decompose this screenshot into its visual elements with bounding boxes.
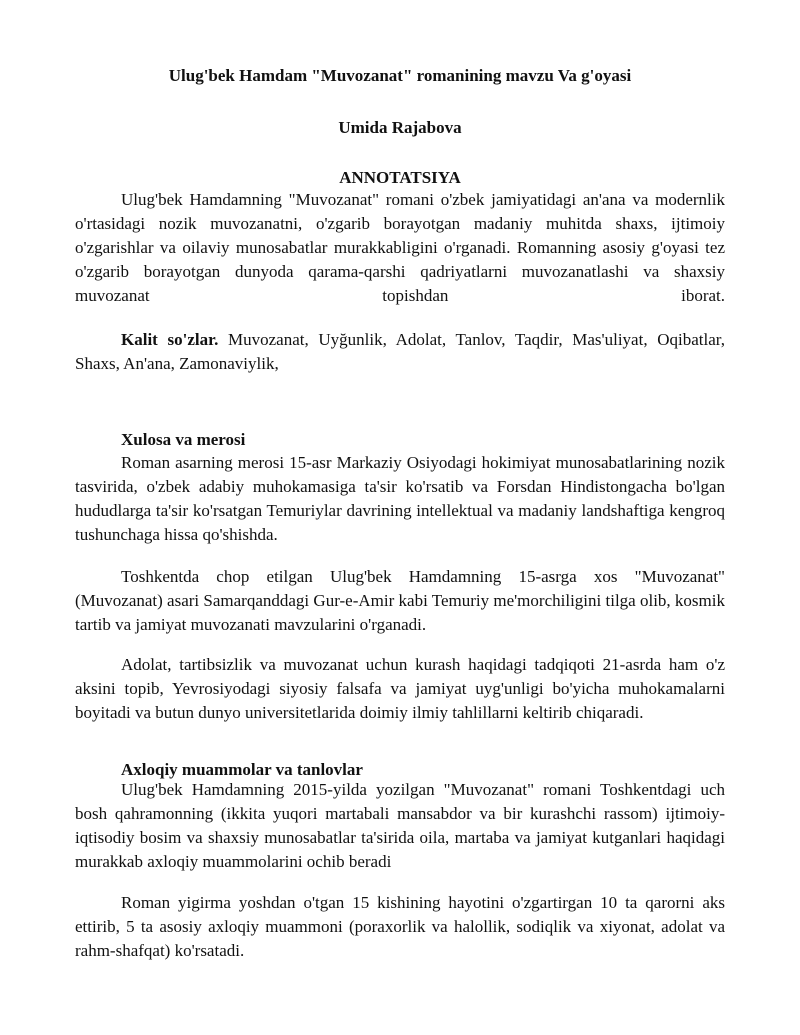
annotation-paragraph: Ulug'bek Hamdamning "Muvozanat" romani o'zbek jamiyatidagi an'ana va modernlik o'rtasidagi nozik muvozanatni, o'zgarib borayotgan madaniy muhitda shaxs, ijtimoiy o'zgarishlar va oilaviy munosabatlar murakkabligini o'rganadi. Romanning asosiy g'oyasi tez o'zgarib borayotgan dunyoda qarama-qarshi qadriyatlarni muvozanatlashi va shaxsiy muvozanat topishdan iborat. (75, 190, 725, 305)
section-heading-conclusion: Xulosa va merosi (121, 430, 246, 449)
annotation-heading: ANNOTATSIYA (339, 168, 461, 187)
author-name: Umida Rajabova (338, 118, 462, 137)
conclusion-paragraph: Toshkentda chop etilgan Ulug'bek Hamdamning 15-asrga xos "Muvozanat" (Muvozanat) asari Samarqanddagi Gur-e-Amir kabi Temuriy me'morchiligini tilga olib, kosmik tartib va jamiyat muvozanati mavzularini o'rganadi. (75, 567, 725, 634)
conclusion-paragraph-1-block (75, 451, 725, 547)
conclusion-paragraph-2-block (75, 565, 725, 637)
keywords-label: Kalit so'zlar. (121, 330, 219, 349)
keywords-block (75, 328, 725, 376)
keywords-list: Muvozanat, Uyğunlik, Adolat, Tanlov, Taqdir, Mas'uliyat, Oqibatlar, Shaxs, An'ana, Zamonaviylik, (75, 330, 725, 373)
moral-paragraph: Ulug'bek Hamdamning 2015-yilda yozilgan "Muvozanat" romani Toshkentdagi uch bosh qahramonning (ikkita yuqori martabali mansabdor va bir kurashchi rassom) ijtimoiy-iqtisodiy bosim va shaxsiy munosabatlar ta'sirida oila, martaba va jamiyat kutganlari haqidagi murakkab axloqiy muammolarini ochib beradi (75, 780, 725, 871)
document-title: Ulug'bek Hamdam "Muvozanat" romanining mavzu Va g'oyasi (168, 66, 632, 85)
keywords-paragraph (75, 328, 725, 376)
annotation-block (75, 188, 725, 308)
conclusion-paragraph: Adolat, tartibsizlik va muvozanat uchun kurash haqidagi tadqiqoti 21-asrda ham o'z aksini topib, Yevrosiyodagi siyosiy falsafa va jamiyat uyg'unligi bo'yicha muhokamalarni boyitadi va butun dunyo universitetlarida doimiy ilmiy tahlillarni keltirib chiqaradi. (75, 655, 725, 722)
section-heading-moral-dilemmas: Axloqiy muammolar va tanlovlar (121, 760, 363, 779)
moral-paragraph-1-block (75, 778, 725, 874)
moral-paragraph-2-block (75, 891, 725, 963)
moral-paragraph: Roman yigirma yoshdan o'tgan 15 kishining hayotini o'zgartirgan 10 ta qarorni aks ettirib, 5 ta asosiy axloqiy muammoni (poraxorlik va halollik, sodiqlik va xiyonat, adolat va rahm-shafqat) ko'rsatadi. (75, 893, 725, 960)
conclusion-paragraph-3-block (75, 653, 725, 725)
conclusion-paragraph: Roman asarning merosi 15-asr Markaziy Osiyodagi hokimiyat munosabatlarining nozik tasvirida, o'zbek adabiy muhokamasiga ta'sir ko'rsatib va Forsdan Hindistongacha bo'lgan hududlarga ta'sir ko'rsatgan Temuriylar davrining intellektual va madaniy landshaftiga kengroq tushunchaga hissa qo'shishda. (75, 453, 725, 544)
